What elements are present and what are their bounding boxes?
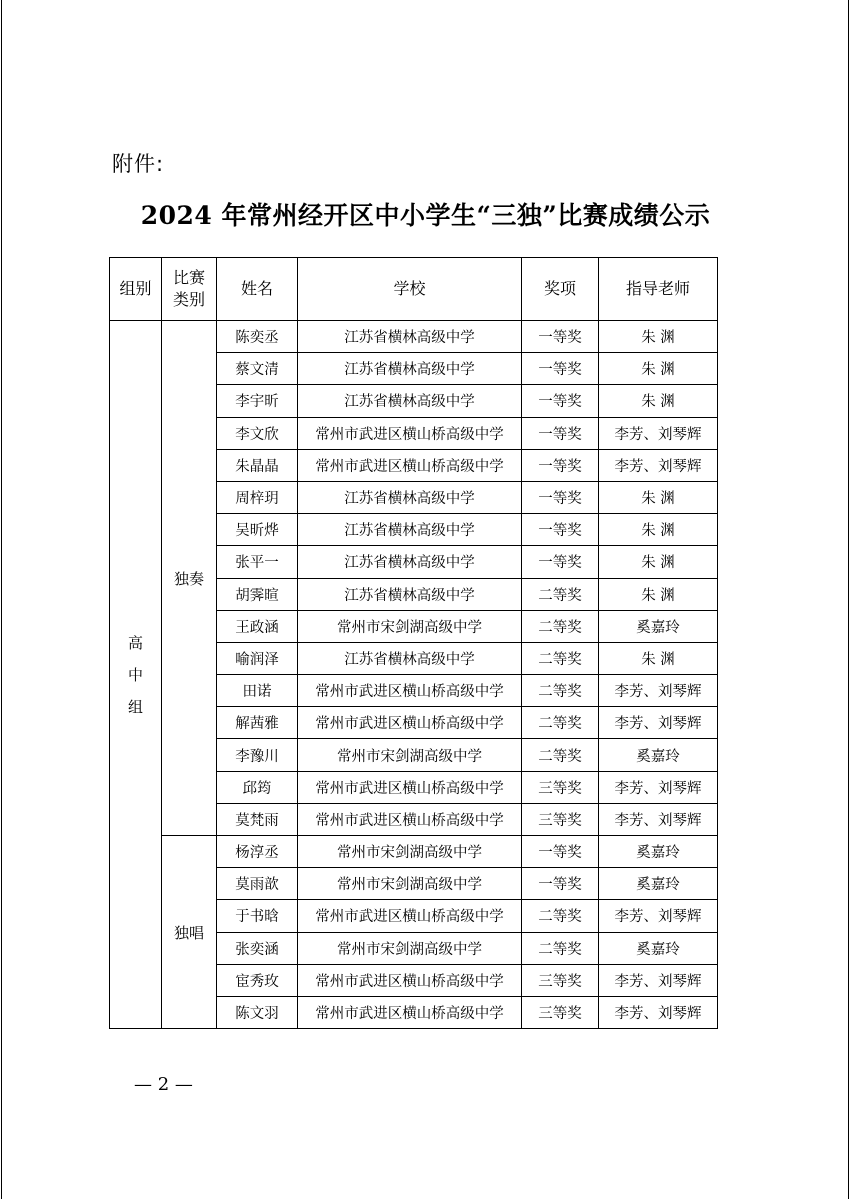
group-cell [110,321,162,1029]
cell-award: 二等奖 [522,900,599,932]
cell-award: 二等奖 [522,610,599,642]
results-table [109,257,718,1029]
cell-school: 常州市武进区横山桥高级中学 [298,803,522,835]
cell-teacher: 朱 渊 [599,642,718,674]
table-body [110,321,718,1029]
cell-school: 江苏省横林高级中学 [298,353,522,385]
cell-school: 常州市宋剑湖高级中学 [298,739,522,771]
cell-award: 三等奖 [522,996,599,1028]
cell-school: 江苏省横林高级中学 [298,385,522,417]
cell-teacher: 朱 渊 [599,481,718,513]
cell-teacher: 朱 渊 [599,578,718,610]
cell-name: 吴昕烨 [217,514,298,546]
cell-award: 二等奖 [522,739,599,771]
group-label-char: 中 [127,665,143,684]
table-header-row [110,258,718,321]
cell-teacher: 奚嘉玲 [599,610,718,642]
cell-teacher: 李芳、刘琴辉 [599,771,718,803]
cell-award: 三等奖 [522,771,599,803]
cell-award: 二等奖 [522,675,599,707]
category-solo-vocal: 独唱 [162,836,217,1029]
cell-name: 宦秀玫 [217,964,298,996]
cell-school: 江苏省横林高级中学 [298,481,522,513]
cell-school: 江苏省横林高级中学 [298,514,522,546]
cell-name: 杨淳丞 [217,836,298,868]
group-label-char: 组 [127,697,143,716]
cell-school: 常州市武进区横山桥高级中学 [298,675,522,707]
table-row [110,836,718,868]
cell-award: 三等奖 [522,964,599,996]
cell-award: 二等奖 [522,932,599,964]
category-solo-instrument: 独奏 [162,321,217,836]
cell-award: 一等奖 [522,546,599,578]
cell-teacher: 朱 渊 [599,321,718,353]
header-category [162,258,217,321]
cell-school: 江苏省横林高级中学 [298,321,522,353]
cell-name: 田诺 [217,675,298,707]
cell-teacher: 奚嘉玲 [599,868,718,900]
cell-name: 李豫川 [217,739,298,771]
cell-name: 张平一 [217,546,298,578]
page-border-left [1,0,2,1199]
cell-name: 邱筠 [217,771,298,803]
table-row [110,321,718,353]
cell-school: 常州市宋剑湖高级中学 [298,868,522,900]
cell-name: 张奕涵 [217,932,298,964]
cell-teacher: 李芳、刘琴辉 [599,900,718,932]
cell-teacher: 奚嘉玲 [599,932,718,964]
cell-school: 常州市宋剑湖高级中学 [298,610,522,642]
cell-name: 解茜雅 [217,707,298,739]
cell-award: 二等奖 [522,707,599,739]
header-group: 组别 [110,258,162,321]
cell-name: 于书晗 [217,900,298,932]
cell-award: 一等奖 [522,481,599,513]
cell-award: 一等奖 [522,417,599,449]
cell-award: 一等奖 [522,321,599,353]
header-award: 奖项 [522,258,599,321]
cell-teacher: 李芳、刘琴辉 [599,964,718,996]
cell-school: 江苏省横林高级中学 [298,642,522,674]
cell-school: 常州市宋剑湖高级中学 [298,836,522,868]
group-label-char: 高 [127,633,143,652]
cell-award: 二等奖 [522,578,599,610]
cell-name: 陈奕丞 [217,321,298,353]
cell-school: 常州市武进区横山桥高级中学 [298,417,522,449]
attachment-label: 附件: [112,152,165,176]
cell-name: 李宇昕 [217,385,298,417]
page-title: 2024 年常州经开区中小学生“三独”比赛成绩公示 [140,201,711,230]
cell-award: 一等奖 [522,353,599,385]
cell-teacher: 朱 渊 [599,385,718,417]
cell-teacher: 朱 渊 [599,514,718,546]
cell-school: 江苏省横林高级中学 [298,578,522,610]
cell-teacher: 朱 渊 [599,353,718,385]
cell-teacher: 李芳、刘琴辉 [599,996,718,1028]
cell-name: 蔡文清 [217,353,298,385]
page-number: — 2 — [134,1074,193,1095]
cell-school: 常州市武进区横山桥高级中学 [298,996,522,1028]
cell-name: 喻润泽 [217,642,298,674]
cell-teacher: 奚嘉玲 [599,739,718,771]
cell-name: 胡霁暄 [217,578,298,610]
cell-name: 莫雨歆 [217,868,298,900]
cell-award: 一等奖 [522,385,599,417]
cell-school: 常州市武进区横山桥高级中学 [298,964,522,996]
cell-award: 三等奖 [522,803,599,835]
cell-name: 王政涵 [217,610,298,642]
cell-name: 朱晶晶 [217,449,298,481]
cell-school: 常州市武进区横山桥高级中学 [298,449,522,481]
cell-name: 莫梵雨 [217,803,298,835]
cell-school: 常州市武进区横山桥高级中学 [298,900,522,932]
page-border-right [848,0,849,1199]
cell-teacher: 李芳、刘琴辉 [599,417,718,449]
header-teacher: 指导老师 [599,258,718,321]
cell-award: 一等奖 [522,836,599,868]
header-name: 姓名 [217,258,298,321]
cell-award: 二等奖 [522,642,599,674]
cell-name: 李文欣 [217,417,298,449]
cell-award: 一等奖 [522,514,599,546]
cell-school: 常州市宋剑湖高级中学 [298,932,522,964]
cell-name: 周梓玥 [217,481,298,513]
cell-school: 常州市武进区横山桥高级中学 [298,707,522,739]
header-category-line2: 类别 [172,290,205,309]
cell-name: 陈文羽 [217,996,298,1028]
cell-school: 常州市武进区横山桥高级中学 [298,771,522,803]
cell-teacher: 朱 渊 [599,546,718,578]
cell-teacher: 李芳、刘琴辉 [599,803,718,835]
cell-school: 江苏省横林高级中学 [298,546,522,578]
cell-award: 一等奖 [522,868,599,900]
header-category-line1: 比赛 [172,268,205,287]
header-school: 学校 [298,258,522,321]
cell-teacher: 李芳、刘琴辉 [599,449,718,481]
cell-award: 一等奖 [522,449,599,481]
cell-teacher: 李芳、刘琴辉 [599,707,718,739]
cell-teacher: 奚嘉玲 [599,836,718,868]
cell-teacher: 李芳、刘琴辉 [599,675,718,707]
